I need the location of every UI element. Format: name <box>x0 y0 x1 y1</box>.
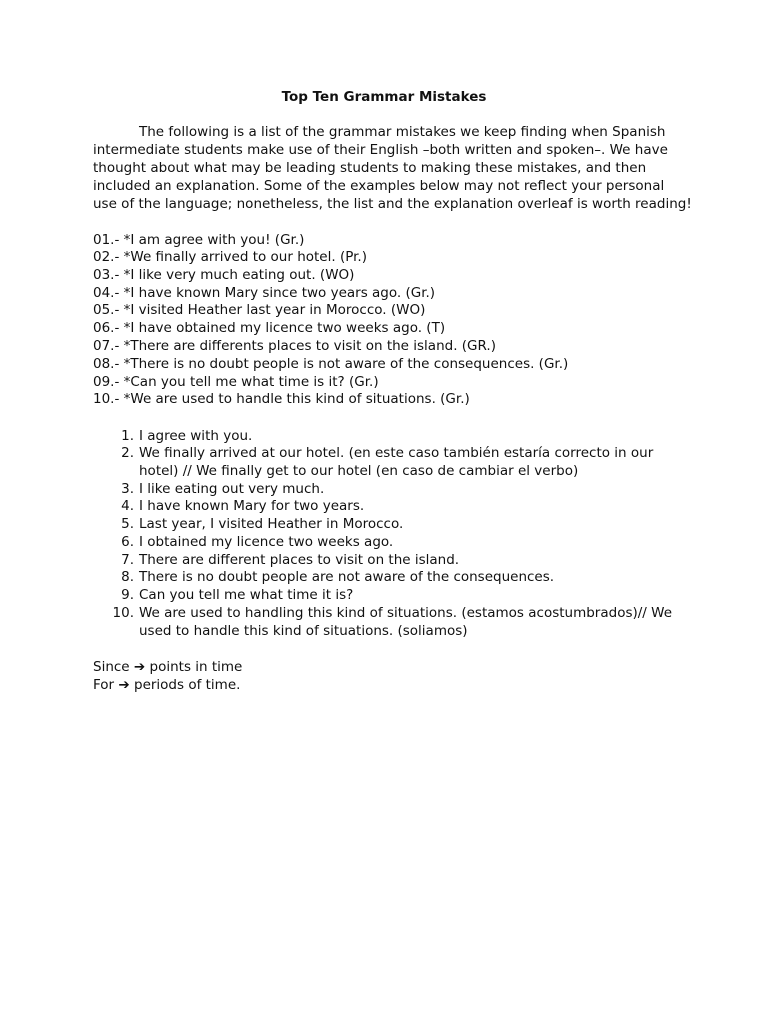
intro-line: included an explanation. Some of the examples below may not reflect your personal <box>93 178 665 194</box>
mistake-item: 07.- *There are differents places to visit on the island. (GR.) <box>93 338 496 354</box>
correction-text: I like eating out very much. <box>139 481 325 497</box>
mistake-item: 05.- *I visited Heather last year in Morocco. (WO) <box>93 302 426 318</box>
correction-number: 7. <box>121 552 134 568</box>
mistake-item: 04.- *I have known Mary since two years ago. (Gr.) <box>93 285 436 301</box>
correction-text: hotel) // We finally get to our hotel (en caso de cambiar el verbo) <box>139 463 579 479</box>
correction-number: 8. <box>121 569 134 585</box>
correction-number: 10. <box>112 605 134 621</box>
correction-number: 6. <box>121 534 134 550</box>
correction-text: used to handle this kind of situations. (soliamos) <box>139 623 468 639</box>
note-text: points in time <box>149 659 243 675</box>
correction-text: I agree with you. <box>139 428 253 444</box>
correction-number: 1. <box>121 428 134 444</box>
correction-text: There is no doubt people are not aware of the consequences. <box>139 569 555 585</box>
mistake-item: 09.- *Can you tell me what time is it? (Gr.) <box>93 374 379 390</box>
arrow-right-icon: ➔ <box>118 677 130 693</box>
note-word: Since <box>93 659 130 675</box>
document-title: Top Ten Grammar Mistakes <box>281 89 487 105</box>
intro-line: use of the language; nonetheless, the list and the explanation overleaf is worth reading! <box>93 196 692 212</box>
note-text: periods of time. <box>134 677 241 693</box>
mistake-item: 10.- *We are used to handle this kind of situations. (Gr.) <box>93 391 470 407</box>
mistake-item: 02.- *We finally arrived to our hotel. (Pr.) <box>93 249 367 265</box>
correction-text: I obtained my licence two weeks ago. <box>139 534 394 550</box>
arrow-right-icon: ➔ <box>133 659 146 675</box>
correction-text: We are used to handling this kind of situations. (estamos acostumbrados)// We <box>139 605 673 621</box>
mistake-item: 03.- *I like very much eating out. (WO) <box>93 267 355 283</box>
correction-text: We finally arrived at our hotel. (en este caso también estaría correcto in our <box>139 445 654 461</box>
correction-number: 9. <box>121 587 134 603</box>
intro-line: The following is a list of the grammar mistakes we keep finding when Spanish <box>139 124 666 140</box>
correction-text: I have known Mary for two years. <box>139 498 365 514</box>
correction-number: 3. <box>121 481 134 497</box>
correction-number: 4. <box>121 498 134 514</box>
correction-text: There are different places to visit on the island. <box>139 552 460 568</box>
mistake-item: 01.- *I am agree with you! (Gr.) <box>93 232 305 248</box>
correction-text: Can you tell me what time it is? <box>139 587 354 603</box>
intro-line: intermediate students make use of their English –both written and spoken–. We have <box>93 142 668 158</box>
note-for <box>93 676 240 694</box>
mistake-item: 06.- *I have obtained my licence two weeks ago. (T) <box>93 320 446 336</box>
intro-line: thought about what may be leading students to making these mistakes, and then <box>93 160 647 176</box>
correction-text: Last year, I visited Heather in Morocco. <box>139 516 404 532</box>
correction-number: 2. <box>121 445 134 461</box>
correction-number: 5. <box>121 516 134 532</box>
mistake-item: 08.- *There is no doubt people is not aware of the consequences. (Gr.) <box>93 356 569 372</box>
note-since <box>93 658 242 676</box>
note-word: For <box>93 677 115 693</box>
